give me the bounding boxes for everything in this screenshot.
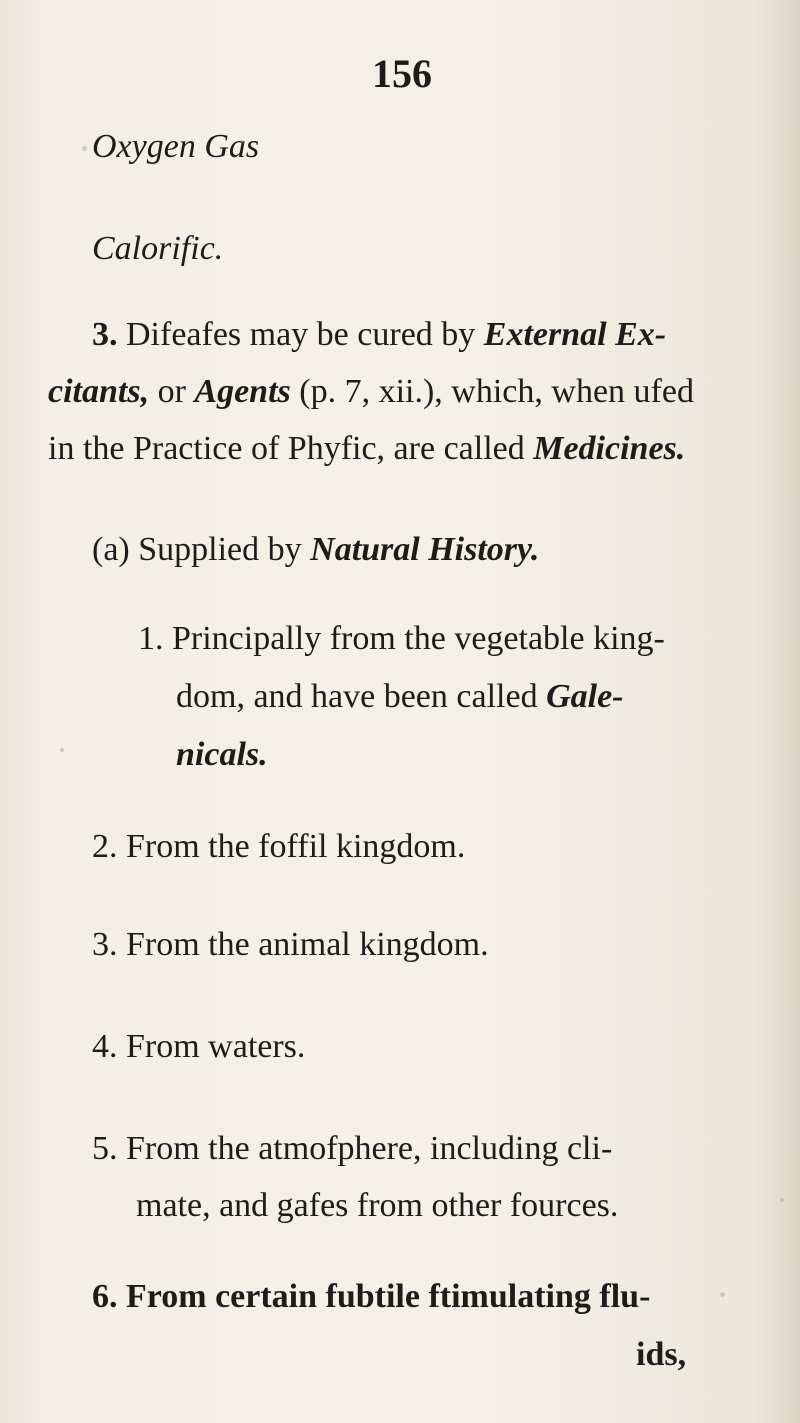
term-galenicals-b: nicals. (176, 736, 268, 773)
list-item-4: 4. From waters. (92, 1028, 306, 1065)
paper-speck (82, 146, 87, 151)
list-item-1-line-3 (176, 738, 268, 772)
list-item-1-line-1: 1. Principally from the vegetable king- (138, 620, 665, 657)
paragraph-line-1 (92, 318, 666, 352)
list-item-6-line-1: 6. From certain fubtile ftimulating flu- (92, 1278, 651, 1315)
paragraph-text: (p. 7, xii.), which, when ufed (290, 373, 694, 410)
list-item-3: 3. From the animal kingdom. (92, 926, 489, 963)
paragraph-text: Difeafes may be cured by (117, 316, 484, 353)
paper-speck (60, 748, 64, 752)
paragraph-line-2 (48, 375, 694, 409)
term-galenicals-a: Gale- (546, 678, 624, 715)
supplied-by-line (92, 533, 539, 567)
term-agents: Agents (194, 373, 291, 410)
paper-speck (240, 140, 244, 144)
paragraph-number: 3. (92, 316, 118, 353)
list-item-5-line-2: mate, and gafes from other fources. (136, 1187, 619, 1224)
list-item-6-line-2: ids, (636, 1336, 687, 1373)
list-item-1-line-2 (176, 680, 624, 714)
paragraph-text: in the Practice of Phyfic, are called (48, 430, 534, 467)
heading-oxygen-gas: Oxygen Gas (92, 128, 260, 165)
page-number: 156 (372, 51, 432, 96)
term-medicines: Medicines. (533, 430, 686, 467)
list-item-5-line-1: 5. From the atmofphere, including cli- (92, 1130, 613, 1167)
term-external-excitants: External Ex- (483, 316, 667, 353)
heading-calorific: Calorific. (92, 230, 224, 267)
list-item-text: dom, and have been called (176, 678, 547, 715)
paper-speck (720, 1292, 725, 1297)
term-natural-history: Natural History. (310, 531, 540, 568)
paper-speck (780, 1198, 784, 1202)
list-item-2: 2. From the foffil kingdom. (92, 828, 466, 865)
term-excitants-cont: citants, (48, 373, 150, 410)
supplied-text: (a) Supplied by (92, 531, 311, 568)
paragraph-line-3 (48, 432, 685, 466)
paragraph-text: or (149, 373, 195, 410)
